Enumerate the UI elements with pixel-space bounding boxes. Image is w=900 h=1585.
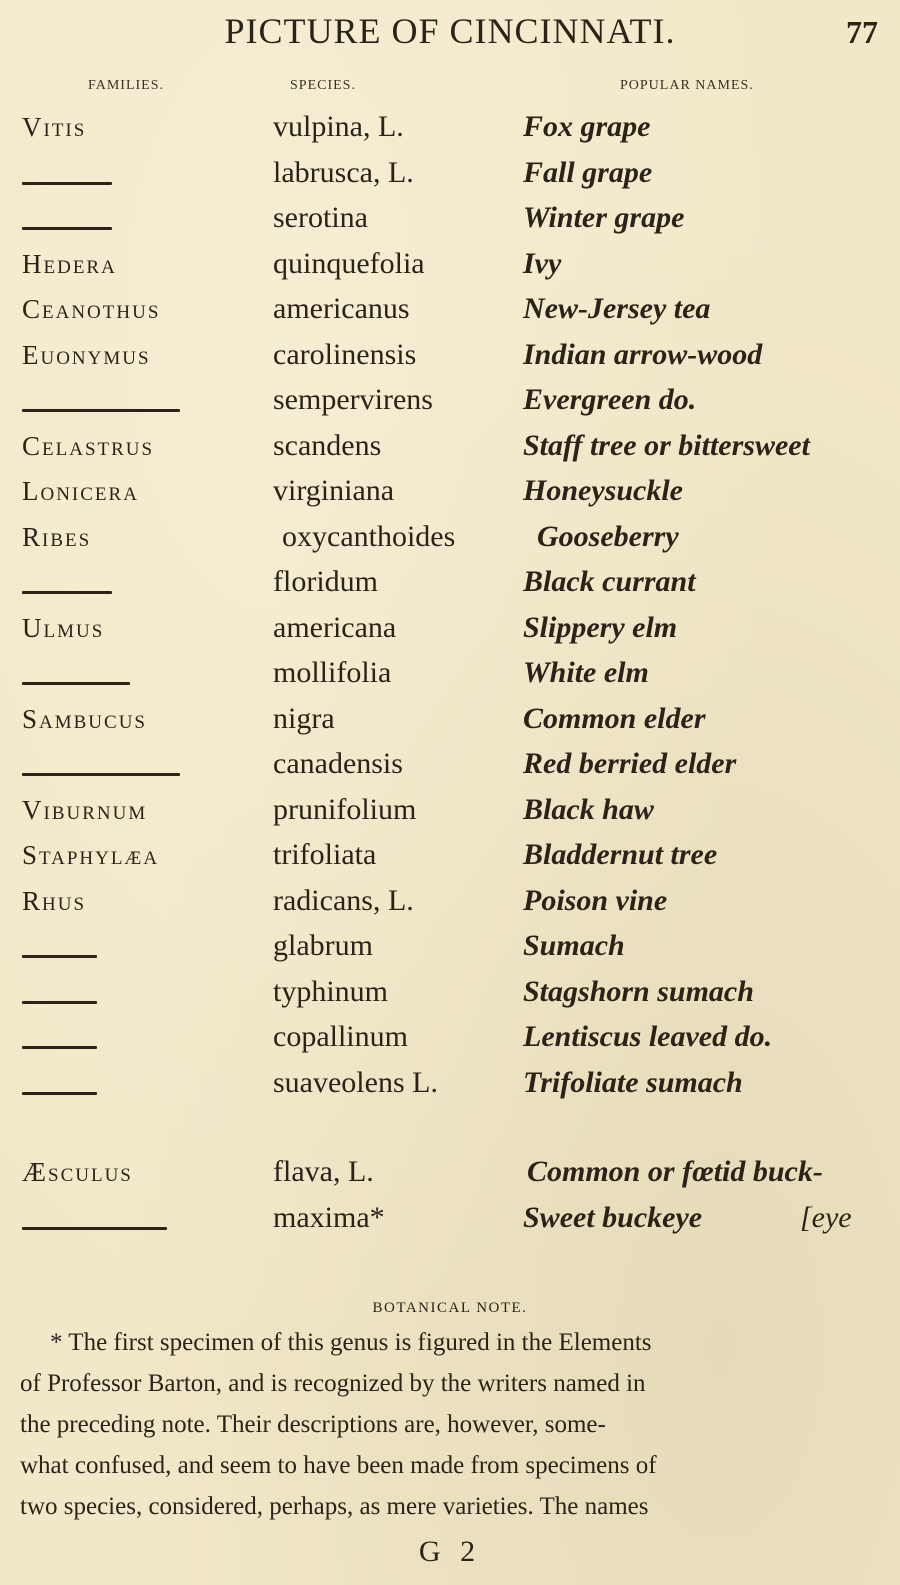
table-row: [0, 474, 900, 520]
page-header: [0, 6, 900, 56]
table-row: [0, 1155, 900, 1201]
column-header-species: SPECIES.: [290, 78, 356, 93]
species-name: nigra: [273, 701, 335, 735]
popular-name: Winter grape: [523, 201, 685, 234]
family-name: Staphylæa: [22, 840, 160, 870]
popular-name: Fox grape: [523, 110, 651, 143]
species-name: glabrum: [273, 929, 373, 962]
ditto-dash: [22, 1001, 97, 1004]
table-row: [0, 565, 900, 611]
family-name: Ribes: [22, 521, 92, 552]
signature-mark: G 2: [418, 1535, 482, 1568]
species-name: labrusca, L.: [273, 155, 414, 189]
running-title: PICTURE OF CINCINNATI.: [224, 11, 676, 51]
popular-name: Bladdernut tree: [523, 838, 718, 871]
botanical-note-text: [20, 1322, 878, 1527]
family-name: Ceanothus: [22, 294, 161, 324]
popular-name: Red berried elder: [523, 747, 737, 780]
ditto-dash: [22, 182, 112, 185]
species-name: maxima*: [273, 1200, 385, 1234]
species-name: flava, L.: [273, 1155, 374, 1188]
table-row: [0, 929, 900, 975]
table-row: [0, 1066, 900, 1112]
family-name: Æsculus: [22, 1157, 133, 1187]
species-name: suaveolens L.: [273, 1065, 438, 1099]
table-row: [0, 383, 900, 429]
species-name: canadensis: [273, 747, 403, 780]
species-name: vulpina, L.: [273, 110, 404, 143]
species-name: serotina: [273, 201, 368, 234]
note-line: the preceding note. Their descriptions are, however, some-: [20, 1411, 606, 1438]
note-line: of Professor Barton, and is recognized by the writers named in: [20, 1370, 646, 1397]
ditto-dash: [22, 1227, 167, 1230]
family-name: Lonicera: [22, 476, 139, 506]
ditto-dash: [22, 227, 112, 230]
table-row: [0, 156, 900, 202]
species-name: prunifolium: [273, 792, 417, 826]
popular-name: Staff tree or bittersweet: [523, 428, 810, 462]
species-name: quinquefolia: [273, 246, 425, 280]
column-header-families: FAMILIES.: [88, 78, 165, 93]
ditto-dash: [22, 1092, 97, 1095]
run-over-bracket: [eye: [800, 1200, 852, 1234]
family-name: Celastrus: [22, 430, 155, 461]
popular-name: Black haw: [523, 792, 654, 826]
family-name: Vitis: [22, 112, 87, 142]
note-line: what confused, and seem to have been made from specimens of: [20, 1452, 657, 1479]
table-row: [0, 292, 900, 338]
table-row: [0, 110, 900, 156]
table-row: [0, 247, 900, 293]
note-line: * The first specimen of this genus is figured in the Elements: [50, 1329, 652, 1356]
species-name: virginiana: [273, 474, 395, 507]
table-row: [0, 747, 900, 793]
family-name: Rhus: [22, 885, 87, 916]
family-name: Ulmus: [22, 612, 105, 643]
popular-name: Common elder: [523, 701, 706, 735]
popular-name: Evergreen do.: [523, 383, 697, 416]
popular-name: Stagshorn sumach: [523, 974, 754, 1008]
table-row: [0, 201, 900, 247]
table-row: [0, 429, 900, 475]
table-row: [0, 1020, 900, 1066]
popular-name: White elm: [523, 656, 649, 689]
species-name: copallinum: [273, 1020, 408, 1053]
table-row: [0, 1201, 900, 1247]
popular-name: New-Jersey tea: [523, 292, 711, 325]
family-name: Euonymus: [22, 339, 151, 370]
species-name: carolinensis: [273, 337, 417, 371]
popular-name: Ivy: [523, 246, 562, 280]
species-name: americana: [273, 610, 397, 644]
table-row: [0, 884, 900, 930]
species-name: trifoliata: [273, 838, 377, 871]
page-number: 77: [846, 14, 878, 50]
popular-name: Sweet buckeye: [523, 1200, 703, 1234]
species-name: mollifolia: [273, 656, 392, 689]
popular-name: Honeysuckle: [523, 474, 683, 507]
popular-name: Lentiscus leaved do.: [523, 1020, 773, 1053]
family-name: Sambucus: [22, 703, 147, 734]
ditto-dash: [22, 591, 112, 594]
species-name: typhinum: [273, 974, 389, 1008]
table-row: [0, 702, 900, 748]
popular-name: Sumach: [523, 929, 625, 962]
plant-table: [0, 110, 900, 1246]
botanical-note-heading: BOTANICAL NOTE.: [372, 1300, 528, 1316]
popular-name: Black currant: [523, 565, 696, 598]
popular-name: Gooseberry: [537, 519, 679, 553]
popular-name: Poison vine: [523, 883, 668, 917]
table-row: [0, 793, 900, 839]
table-row: [0, 838, 900, 884]
species-name: scandens: [273, 428, 382, 462]
popular-name: Indian arrow-wood: [523, 337, 763, 371]
family-name: Hedera: [22, 248, 117, 279]
species-name: oxycanthoides: [282, 519, 456, 553]
ditto-dash: [22, 773, 180, 776]
column-header-popular-names: POPULAR NAMES.: [620, 78, 754, 93]
species-name: floridum: [273, 565, 378, 598]
family-name: Viburnum: [22, 794, 148, 825]
ditto-dash: [22, 682, 130, 685]
species-name: radicans, L.: [273, 883, 414, 917]
popular-name: Slippery elm: [523, 610, 678, 644]
species-name: americanus: [273, 292, 410, 325]
popular-name: Common or fœtid buck-: [527, 1155, 823, 1188]
table-row: [0, 656, 900, 702]
table-row: [0, 611, 900, 657]
column-headers: [0, 78, 900, 100]
ditto-dash: [22, 409, 180, 412]
ditto-dash: [22, 955, 97, 958]
popular-name: Trifoliate sumach: [523, 1065, 743, 1099]
note-line: two species, considered, perhaps, as mere varieties. The names: [20, 1493, 649, 1520]
ditto-dash: [22, 1046, 97, 1049]
popular-name: Fall grape: [523, 155, 653, 189]
table-row: [0, 975, 900, 1021]
species-name: sempervirens: [273, 383, 433, 416]
table-row: [0, 338, 900, 384]
table-row: [0, 520, 900, 566]
